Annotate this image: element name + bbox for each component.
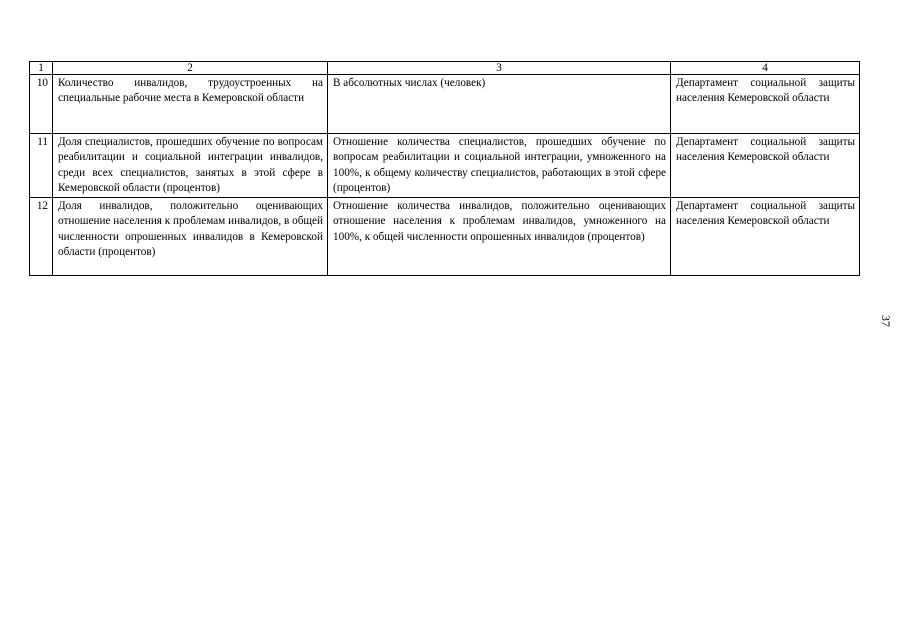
indicator-name: Доля инвалидов, положительно оценивающих отношение населения к проблемам инвалидов, в общей численности опрошенных инвалидов в Кемеровской области (процентов) [53,198,328,276]
column-number-2: 2 [53,62,328,75]
column-number-row [30,62,860,75]
column-number-1: 1 [30,62,53,75]
table-row [30,75,860,134]
indicator-name: Количество инвалидов, трудоустроенных на специальные рабочие места в Кемеровской области [53,75,328,134]
indicators-table [29,61,860,276]
responsible-body: Департамент социальной защиты населения Кемеровской области [671,134,860,198]
indicator-name: Доля специалистов, прошедших обучение по вопросам реабилитации и социальной интеграции инвалидов, среди всех специалистов, занятых в этой сфере в Кемеровской области (процентов) [53,134,328,198]
table-row [30,134,860,198]
responsible-body: Департамент социальной защиты населения Кемеровской области [671,198,860,276]
row-number: 10 [30,75,53,134]
column-number-4: 4 [671,62,860,75]
responsible-body: Департамент социальной защиты населения Кемеровской области [671,75,860,134]
calculation-method: Отношение количества инвалидов, положительно оценивающих отношение населения к проблемам инвалидов, умноженного на 100%, к общей численности опрошенных инвалидов (процентов) [328,198,671,276]
calculation-method: В абсолютных числах (человек) [328,75,671,134]
column-number-3: 3 [328,62,671,75]
table-row [30,198,860,276]
calculation-method: Отношение количества специалистов, прошедших обучение по вопросам реабилитации и социальной интеграции, умноженного на 100%, к общему количеству специалистов, работающих в этой сфере (процентов) [328,134,671,198]
row-number: 12 [30,198,53,276]
page-number: 37 [879,315,893,327]
row-number: 11 [30,134,53,198]
